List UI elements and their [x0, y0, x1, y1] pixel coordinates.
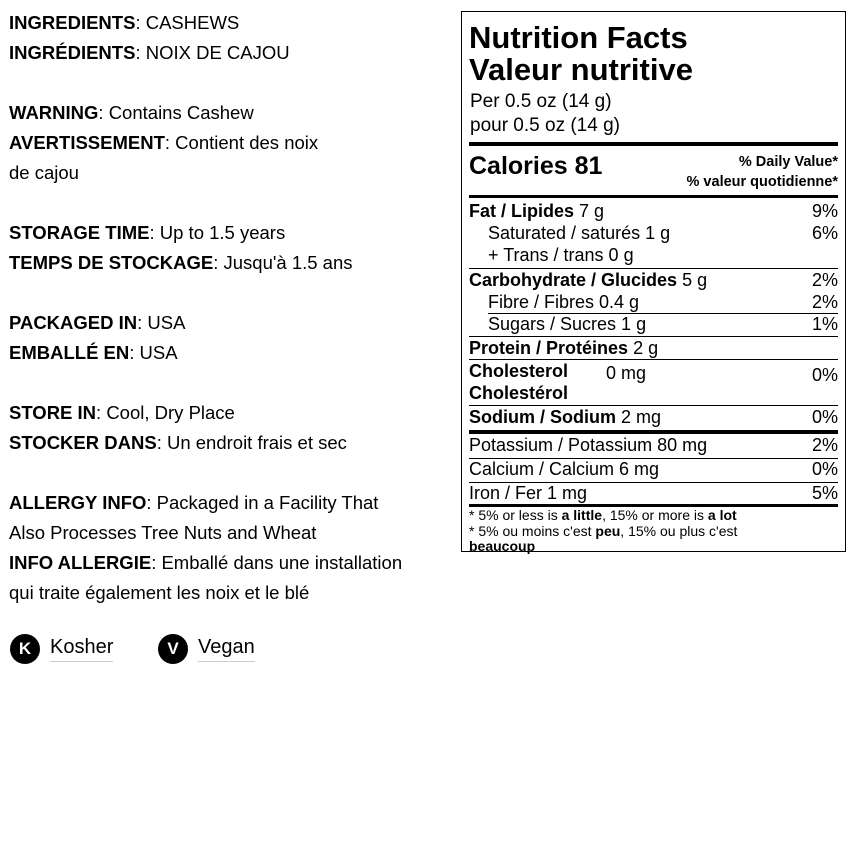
serving-divider — [469, 142, 838, 146]
daily-value-header: % Daily Value* % valeur quotidienne* — [686, 154, 838, 190]
protein-row: Protein / Protéines 2 g — [469, 338, 659, 358]
store-fr-line: STOCKER DANS: Un endroit frais et sec — [9, 432, 347, 453]
nutrition-facts-table — [461, 11, 846, 552]
store-line: STORE IN: Cool, Dry Place — [9, 402, 235, 423]
warning-fr-line: AVERTISSEMENT: Contient des noix — [9, 132, 319, 153]
vegan-badge — [158, 633, 255, 665]
sodium-row: Sodium / Sodium 2 mg 0% — [469, 407, 838, 427]
trans-row: + Trans / trans 0 g — [488, 245, 634, 265]
footnote: * 5% or less is a little, 15% or more is a lot * 5% ou moins c'est peu, 15% ou plus c'est beaucoup — [469, 508, 838, 555]
ingredients-fr-line: INGRÉDIENTS: NOIX DE CAJOU — [9, 42, 290, 63]
fat-row: Fat / Lipides 7 g 9% — [469, 201, 838, 221]
calories-divider — [469, 195, 838, 198]
serving-fr: pour 0.5 oz (14 g) — [470, 115, 620, 136]
vegan-icon: V — [158, 634, 188, 664]
allergy-fr-line-2: qui traite également les noix et le blé — [9, 582, 310, 603]
warning-fr-line-2: de cajou — [9, 162, 79, 183]
vegan-label: Vegan — [198, 636, 255, 662]
cholesterol-dv: 0% — [811, 365, 838, 385]
cholesterol-label: Cholesterol Cholestérol — [469, 361, 569, 403]
carbohydrate-row: Carbohydrate / Glucides 5 g 2% — [469, 270, 838, 290]
packaged-fr-line: EMBALLÉ EN: USA — [9, 342, 178, 363]
packaged-line: PACKAGED IN: USA — [9, 312, 186, 333]
kosher-icon: K — [10, 634, 40, 664]
sugars-row: Sugars / Sucres 1 g 1% — [488, 314, 838, 334]
storage-fr-line: TEMPS DE STOCKAGE: Jusqu'à 1.5 ans — [9, 252, 353, 273]
title-en: Nutrition Facts — [469, 20, 688, 55]
potassium-row: Potassium / Potassium 80 mg 2% — [469, 435, 838, 455]
warning-line: WARNING: Contains Cashew — [9, 102, 254, 123]
fibre-row: Fibre / Fibres 0.4 g 2% — [488, 292, 838, 312]
allergy-line-2: Also Processes Tree Nuts and Wheat — [9, 522, 317, 543]
kosher-badge — [10, 633, 113, 665]
calories: Calories 81 — [469, 152, 603, 180]
kosher-label: Kosher — [50, 636, 113, 662]
product-info — [9, 8, 459, 608]
iron-row: Iron / Fer 1 mg 5% — [469, 483, 838, 503]
serving-en: Per 0.5 oz (14 g) — [470, 91, 612, 112]
allergy-line: ALLERGY INFO: Packaged in a Facility That — [9, 492, 379, 513]
storage-line: STORAGE TIME: Up to 1.5 years — [9, 222, 286, 243]
ingredients-line: INGREDIENTS: CASHEWS — [9, 12, 240, 33]
calcium-row: Calcium / Calcium 6 mg 0% — [469, 459, 838, 479]
saturated-row: Saturated / saturés 1 g 6% — [488, 223, 838, 243]
allergy-fr-line: INFO ALLERGIE: Emballé dans une installation — [9, 552, 403, 573]
footnote-en: * 5% or less is a little, 15% or more is a lot — [469, 507, 737, 523]
title-fr: Valeur nutritive — [469, 52, 693, 87]
cholesterol-amount: 0 mg — [606, 363, 647, 383]
footnote-fr: * 5% ou moins c'est peu, 15% ou plus c'est — [469, 522, 738, 539]
